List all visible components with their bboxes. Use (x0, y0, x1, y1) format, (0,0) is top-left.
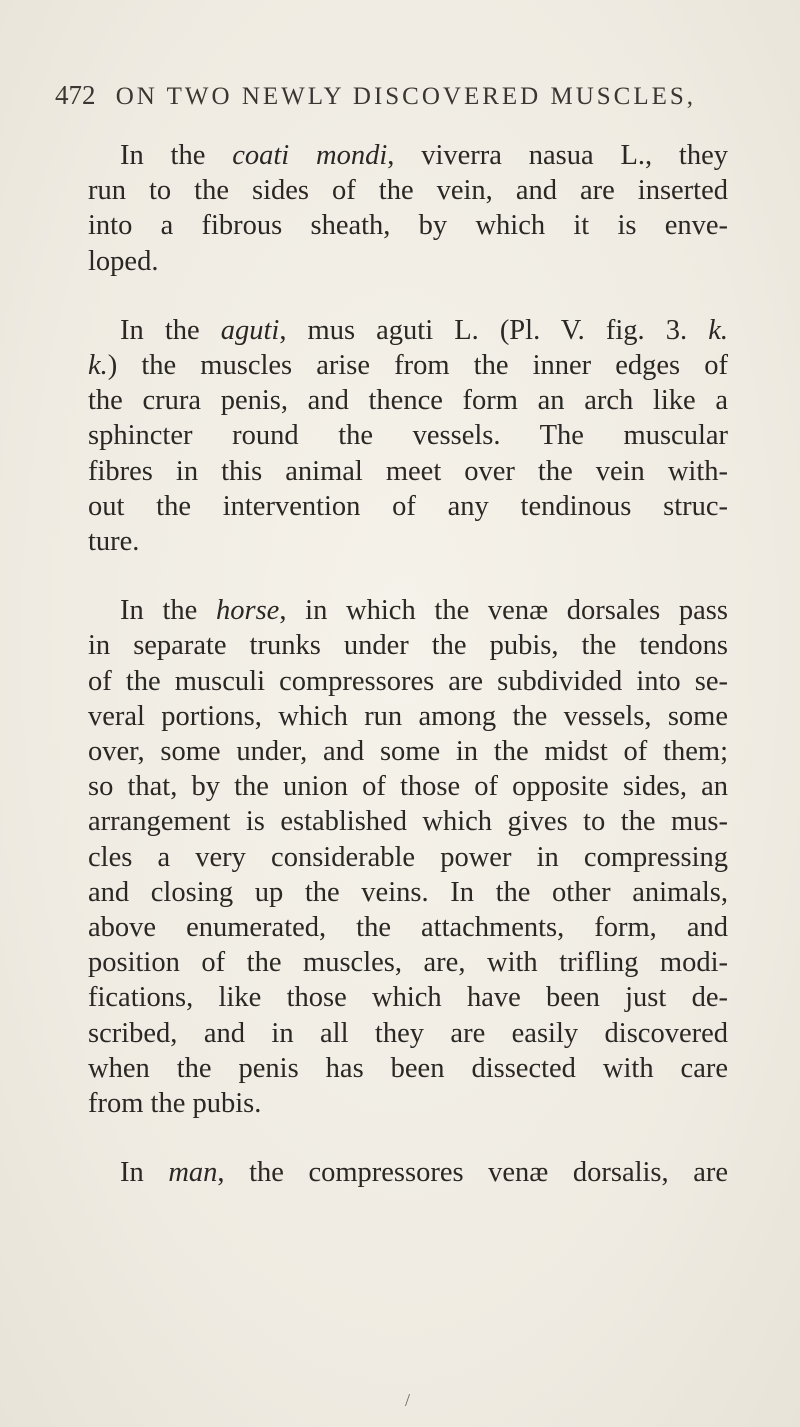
text-run: arrangement is established which gives to the mus- (88, 806, 728, 838)
text-line (88, 1155, 728, 1190)
text-run: ture. (88, 526, 140, 558)
page-number: 472 (55, 80, 96, 110)
text-run: into a fibrous sheath, by which it is enve- (88, 210, 728, 242)
italic-term: aguti (220, 314, 280, 346)
text-line (88, 1086, 728, 1121)
text-line (88, 664, 728, 699)
text-run: above enumerated, the attachments, form, and (88, 912, 728, 944)
text-line (88, 173, 728, 208)
text-run: In the (120, 314, 221, 346)
text-run: , viverra nasua L., they (387, 140, 728, 171)
text-line (88, 313, 728, 348)
text-line (88, 1016, 728, 1051)
text-line (88, 489, 728, 524)
text-run: in separate trunks under the pubis, the tendons (88, 630, 728, 662)
text-run: cles a very considerable power in compressing (88, 841, 728, 873)
paragraph (88, 1155, 728, 1190)
text-line (88, 208, 728, 243)
text-line (88, 804, 728, 839)
text-line (88, 628, 728, 663)
text-run: over, some under, and some in the midst of them; (88, 736, 728, 768)
text-run: run to the sides of the vein, and are inserted (88, 175, 728, 207)
text-line (88, 1051, 728, 1086)
text-run: , the compressores venæ dorsalis, are (217, 1157, 728, 1189)
text-run: from the pubis. (88, 1088, 262, 1120)
text-line (88, 138, 728, 173)
footer-mark: / (405, 1390, 411, 1410)
body-text (88, 138, 728, 1224)
paragraph (88, 138, 728, 279)
text-run: position of the muscles, are, with trifling modi- (88, 947, 728, 979)
italic-term: man (168, 1157, 218, 1189)
text-line (88, 454, 728, 489)
text-line (88, 524, 728, 559)
text-line (88, 244, 728, 279)
text-run: sphincter round the vessels. The muscular (88, 420, 728, 452)
running-header (55, 80, 755, 111)
text-run: ) the muscles arise from the inner edges of (107, 350, 728, 382)
running-title: ON TWO NEWLY DISCOVERED MUSCLES, (115, 83, 697, 110)
text-run: In the (120, 595, 216, 627)
paragraph (88, 313, 728, 559)
text-line (88, 980, 728, 1015)
text-run: of the musculi compressores are subdivided into se- (88, 665, 728, 697)
text-run: the crura penis, and thence form an arch like a (88, 385, 728, 417)
italic-term: k. (88, 350, 108, 382)
text-line (88, 699, 728, 734)
text-run: and closing up the veins. In the other animals, (88, 876, 728, 908)
text-line (88, 875, 728, 910)
text-line (88, 383, 728, 418)
italic-term: k. (708, 314, 728, 346)
text-run: out the intervention of any tendinous struc- (88, 490, 728, 522)
text-run: loped. (88, 245, 159, 277)
text-run: when the penis has been dissected with care (88, 1052, 728, 1084)
italic-term: coati mondi (232, 140, 388, 171)
text-run: so that, by the union of those of opposite sides, an (88, 771, 728, 803)
text-run: veral portions, which run among the vessels, some (88, 700, 728, 732)
text-line (88, 348, 728, 383)
italic-term: horse (215, 595, 280, 627)
text-line (88, 593, 728, 628)
text-run: scribed, and in all they are easily discovered (88, 1017, 728, 1049)
paragraph (88, 593, 728, 1121)
text-run: fications, like those which have been just de- (88, 982, 728, 1014)
text-run: fibres in this animal meet over the vein with- (88, 455, 728, 487)
text-line (88, 734, 728, 769)
text-line (88, 945, 728, 980)
text-run: , in which the venæ dorsales pass (279, 595, 728, 627)
text-run: In the (120, 140, 233, 171)
text-line (88, 769, 728, 804)
text-line (88, 418, 728, 453)
text-line (88, 910, 728, 945)
text-run: , mus aguti L. (Pl. V. fig. 3. (279, 314, 709, 346)
text-line (88, 840, 728, 875)
text-run: In (120, 1157, 169, 1189)
